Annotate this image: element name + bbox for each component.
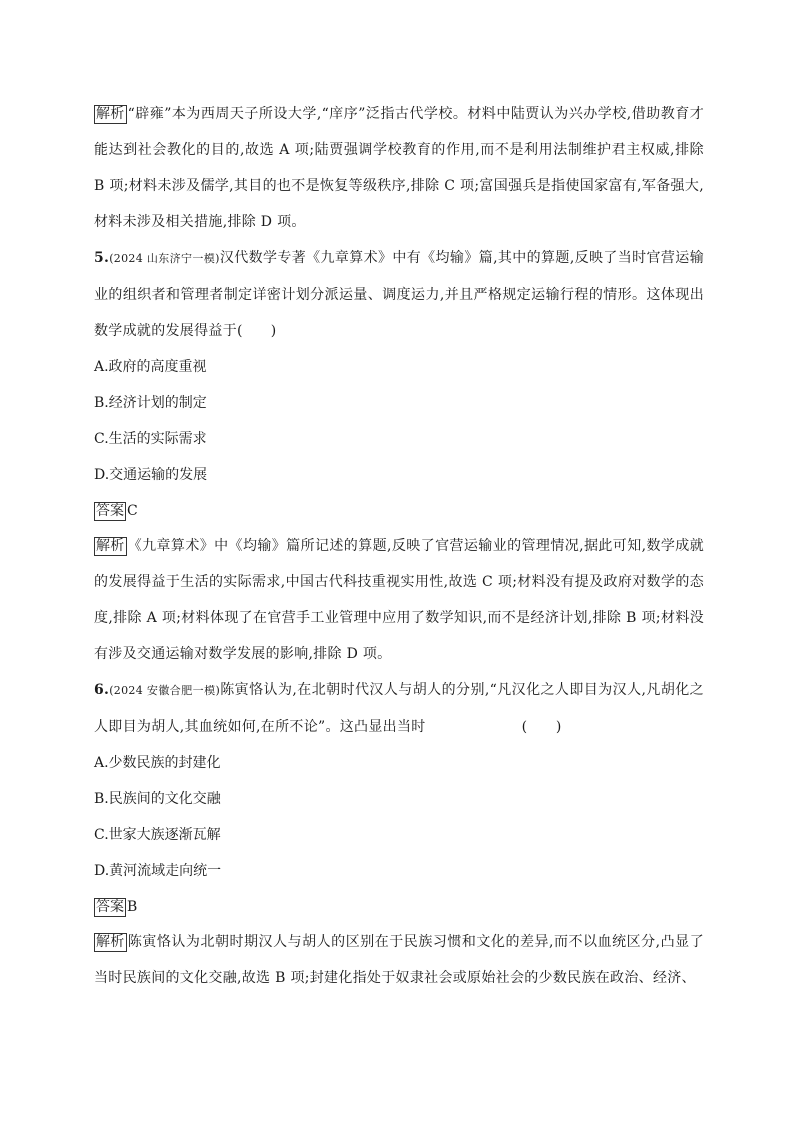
answer-label: 答案 [96, 503, 124, 519]
analysis-block-q5 [94, 528, 704, 672]
question-6-stem [94, 672, 704, 745]
answer-value: C [127, 503, 138, 519]
answer-bracket-close: ) [270, 323, 277, 339]
analysis-label: 解析 [96, 106, 125, 122]
analysis-label: 解析 [96, 538, 125, 554]
option-b: B.民族间的文化交融 [94, 791, 221, 807]
question-number: 5. [94, 250, 110, 266]
answer-value: B [127, 899, 138, 915]
question-source: (2024 安徽合肥一模) [109, 684, 221, 697]
option-d: D.交通运输的发展 [94, 467, 208, 483]
option-c: C.生活的实际需求 [94, 431, 207, 447]
option-b: B.经济计划的制定 [94, 395, 207, 411]
option-d: D.黄河流域走向统一 [94, 863, 222, 879]
analysis-text: 陈寅恪认为北朝时期汉人与胡人的区别在于民族习惯和文化的差异,而不以血统区分,凸显了当时民族间的文化交融,故选 B 项;封建化指处于奴隶社会或原始社会的少数民族在政治、经济、 [94, 934, 704, 986]
analysis-text: 《九章算术》中《均输》篇所记述的算题,反映了官营运输业的管理情况,据此可知,数学成就的发展得益于生活的实际需求,中国古代科技重视实用性,故选 C 项;材料没有提及政府对数学的态度,排除 A 项;材料体现了在官营手工业管理中应用了数学知识,而不是经济计划,排除 B 项;材料没有涉及交通运输对数学发展的影响,排除 D 项。 [94, 538, 704, 662]
answer-row-q5 [94, 499, 138, 523]
option-a: A.政府的高度重视 [94, 359, 207, 375]
question-text: 汉代数学专著《九章算术》中有《均输》篇,其中的算题,反映了当时官营运输业的组织者和管理者制定详密计划分派运量、调度运力,并且严格规定运输行程的情形。这体现出数学成就的发展得益于( [94, 250, 704, 339]
analysis-block-q4 [94, 96, 704, 240]
question-text: 陈寅恪认为,在北朝时代汉人与胡人的分别,“凡汉化之人即目为汉人,凡胡化之人即目为胡人,其血统如何,在所不论”。这凸显出当时 [94, 682, 704, 735]
answer-row-q6 [94, 895, 137, 919]
option-c: C.世家大族逐渐瓦解 [94, 827, 221, 843]
analysis-block-q6 [94, 924, 704, 996]
option-a: A.少数民族的封建化 [94, 755, 221, 771]
analysis-label: 解析 [96, 934, 125, 950]
analysis-text: “辟雍”本为西周天子所设大学,“庠序”泛指古代学校。材料中陆贾认为兴办学校,借助教育才能达到社会教化的目的,故选 A 项;陆贾强调学校教育的作用,而不是利用法制维护君主权威,排除 B 项;材料未涉及儒学,其目的也不是恢复等级秩序,排除 C 项;富国强兵是指使国家富有,军备强大,材料未涉及相关措施,排除 D 项。 [94, 106, 704, 230]
question-number: 6. [94, 682, 110, 698]
answer-bracket: ( ) [521, 719, 562, 735]
answer-label: 答案 [96, 899, 124, 915]
question-5-stem [94, 240, 704, 349]
question-source: (2024 山东济宁一模) [109, 252, 220, 265]
